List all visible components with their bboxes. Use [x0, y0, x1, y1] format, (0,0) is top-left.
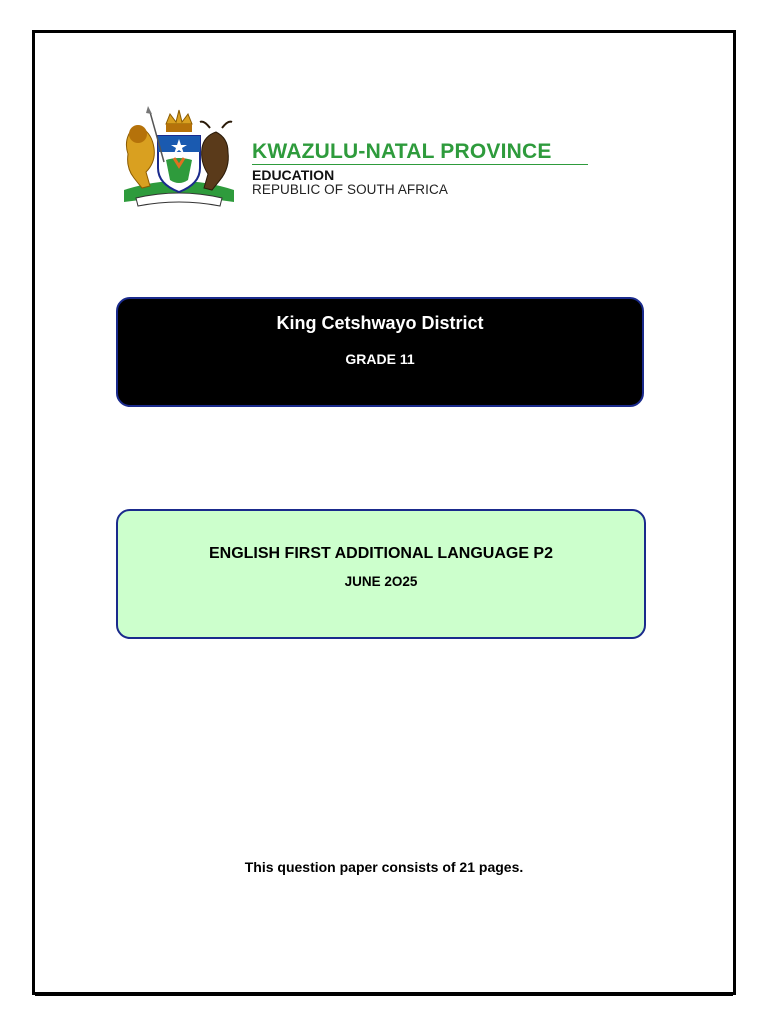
- subject-title: ENGLISH FIRST ADDITIONAL LANGUAGE P2: [208, 545, 553, 562]
- grade-label: GRADE 11: [345, 351, 415, 367]
- department-name: EDUCATION: [252, 167, 335, 183]
- country-name: REPUBLIC OF SOUTH AFRICA: [252, 182, 448, 197]
- page-count-note: This question paper consists of 21 pages.: [244, 859, 524, 875]
- kzn-coat-of-arms-icon: [116, 102, 242, 208]
- district-banner: [116, 297, 644, 407]
- district-name: King Cetshwayo District: [276, 313, 484, 333]
- letterhead: [112, 100, 612, 210]
- subject-banner: [116, 509, 646, 639]
- exam-date: JUNE 2O25: [344, 574, 418, 589]
- province-name: KWAZULU-NATAL PROVINCE: [252, 140, 552, 163]
- letterhead-divider: [252, 164, 588, 165]
